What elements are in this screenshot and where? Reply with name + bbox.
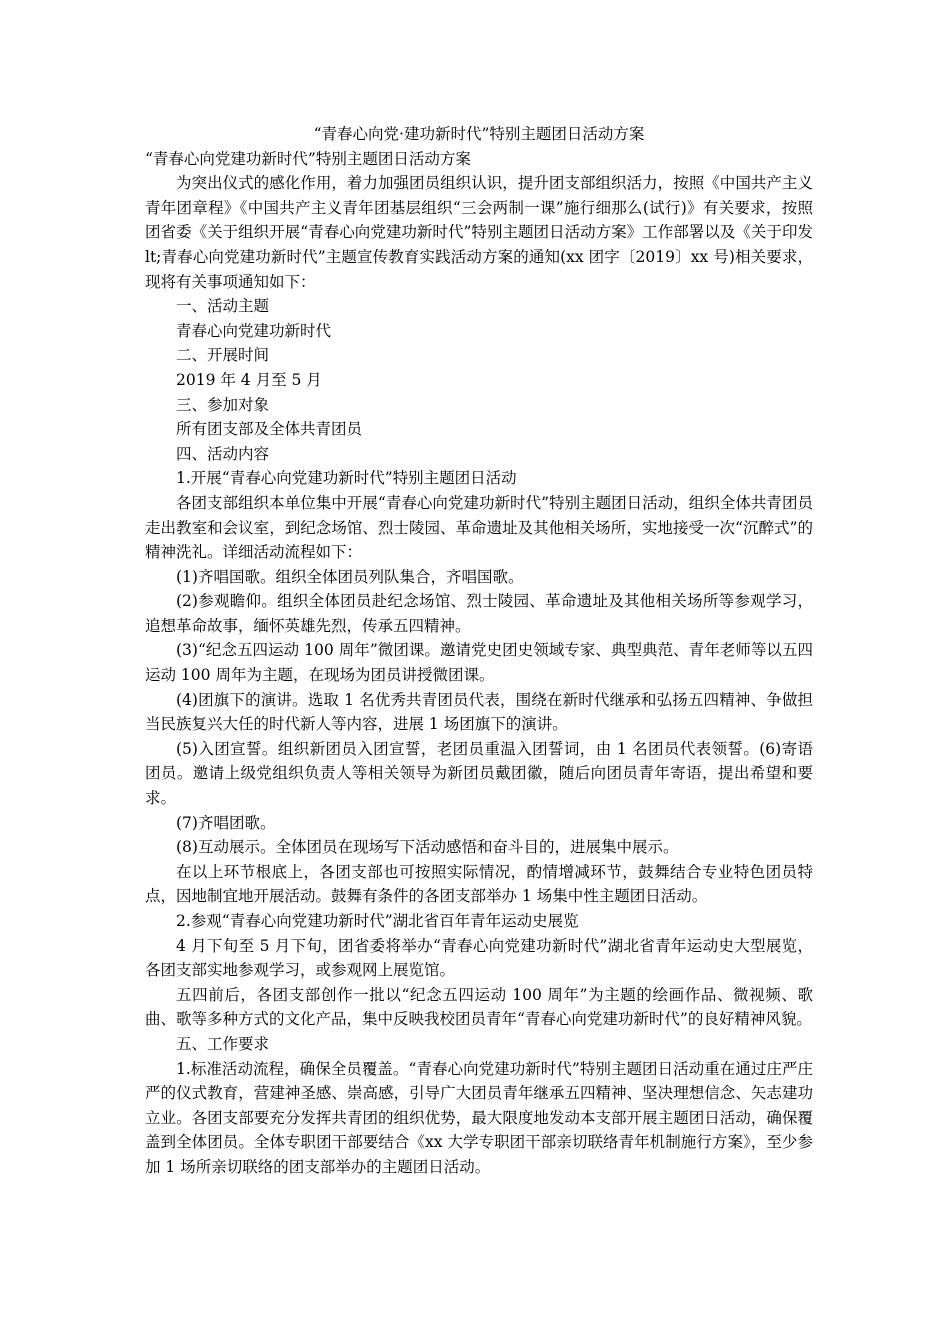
document-paragraph: (8)互动展示。全体团员在现场写下活动感悟和奋斗目的，进展集中展示。 [176,838,679,857]
document-paragraph: 所有团支部及全体共青团员 [176,420,363,439]
document-paragraph: 五四前后，各团支部创作一批以“纪念五四运动 100 周年”为主题的绘画作品、微视频、歌曲、歌等多种方式的文化产品，集中反映我校团员青年“青春心向党建功新时代”的良好精神风貌。 [145,985,813,1029]
document-paragraph: (1)齐唱国歌。组织全体团员列队集合，齐唱国歌。 [176,567,524,586]
document-paragraph: (3)“纪念五四运动 100 周年”微团课。邀请党史团史领域专家、典型典范、青年老师等以五四运动 100 周年为主题，在现场为团员讲授微团课。 [145,641,813,685]
document-paragraph: (4)团旗下的演讲。选取 1 名优秀共青团员代表，围绕在新时代继承和弘扬五四精神、争做担当民族复兴大任的时代新人等内容，进展 1 场团旗下的演讲。 [145,690,813,734]
document-paragraph: 在以上环节根底上，各团支部也可按照实际情况，酌情增减环节，鼓舞结合专业特色团员特点，因地制宜地开展活动。鼓舞有条件的各团支部举办 1 场集中性主题团日活动。 [145,862,813,906]
document-paragraph: 4 月下旬至 5 月下旬，团省委将举办“青春心向党建功新时代”湖北省青年运动史大型展览，各团支部实地参观学习，或参观网上展览馆。 [145,936,813,980]
document-paragraph: (7)齐唱团歌。 [176,813,276,832]
document-paragraph: 2019 年 4 月至 5 月 [176,370,322,389]
document-paragraph: 青春心向党建功新时代 [176,321,332,340]
document-paragraph: 各团支部组织本单位集中开展“青春心向党建功新时代”特别主题团日活动，组织全体共青团员走出教室和会议室，到纪念场馆、烈士陵园、革命遗址及其他相关场所，实地接受一次“沉醉式”的精神洗礼。详细活动流程如下： [145,493,813,562]
document-paragraph: 五、工作要求 [176,1034,270,1053]
document-paragraph: 1.标准活动流程，确保全员覆盖。“青春心向党建功新时代”特别主题团日活动重在通过庄严庄严的仪式教育，营建神圣感、崇高感，引导广大团员青年继承五四精神、坚决理想信念、矢志建功立业。各团支部要充分发挥共青团的组织优势，最大限度地发动本支部开展主题团日活动，确保覆盖到全体团员。全体专职团干部要结合《xx 大学专职团干部亲切联络青年机制施行方案》，至少参加 1 场所亲切联络的团支部举办的主题团日活动。 [145,1059,813,1176]
document-paragraph: (2)参观瞻仰。组织全体团员赴纪念场馆、烈士陵园、革命遗址及其他相关场所等参观学习，追想革命故事，缅怀英雄先烈，传承五四精神。 [145,592,813,635]
document-paragraph: 1.开展“青春心向党建功新时代”特别主题团日活动 [176,469,517,488]
document-paragraph: 2.参观“青春心向党建功新时代”湖北省百年青年运动史展览 [176,912,579,930]
document-paragraph: 四、活动内容 [176,444,270,463]
document-body [145,171,813,1179]
document-paragraph: 二、开展时间 [176,346,270,365]
document-subtitle: “青春心向党建功新时代”特别主题团日活动方案 [145,149,471,168]
document-paragraph: 三、参加对象 [176,395,270,414]
document-page [145,122,813,1180]
document-paragraph: 一、活动主题 [176,297,270,316]
document-title: “青春心向党·建功新时代”特别主题团日活动方案 [313,125,645,143]
document-paragraph: 为突出仪式的感化作用，着力加强团员组织认识，提升团支部组织活力，按照《中国共产主义青年团章程》《中国共产主义青年团基层组织“三会两制一课”施行细那么(试行)》有关要求，按照团省委《关于组织开展“青春心向党建功新时代”特别主题团日活动方案》工作部署以及《关于印发 lt;青春心向党建功新时代”主题宣传教育实践活动方案的通知(xx 团字〔2019〕xx 号)相关要求，现将有关事项通知如下： [145,174,813,291]
document-paragraph: (5)入团宣誓。组织新团员入团宣誓，老团员重温入团誓词，由 1 名团员代表领誓。(6)寄语团员。邀请上级党组织负责人等相关领导为新团员戴团徽，随后向团员青年寄语，提出希望和要求。 [145,739,813,808]
